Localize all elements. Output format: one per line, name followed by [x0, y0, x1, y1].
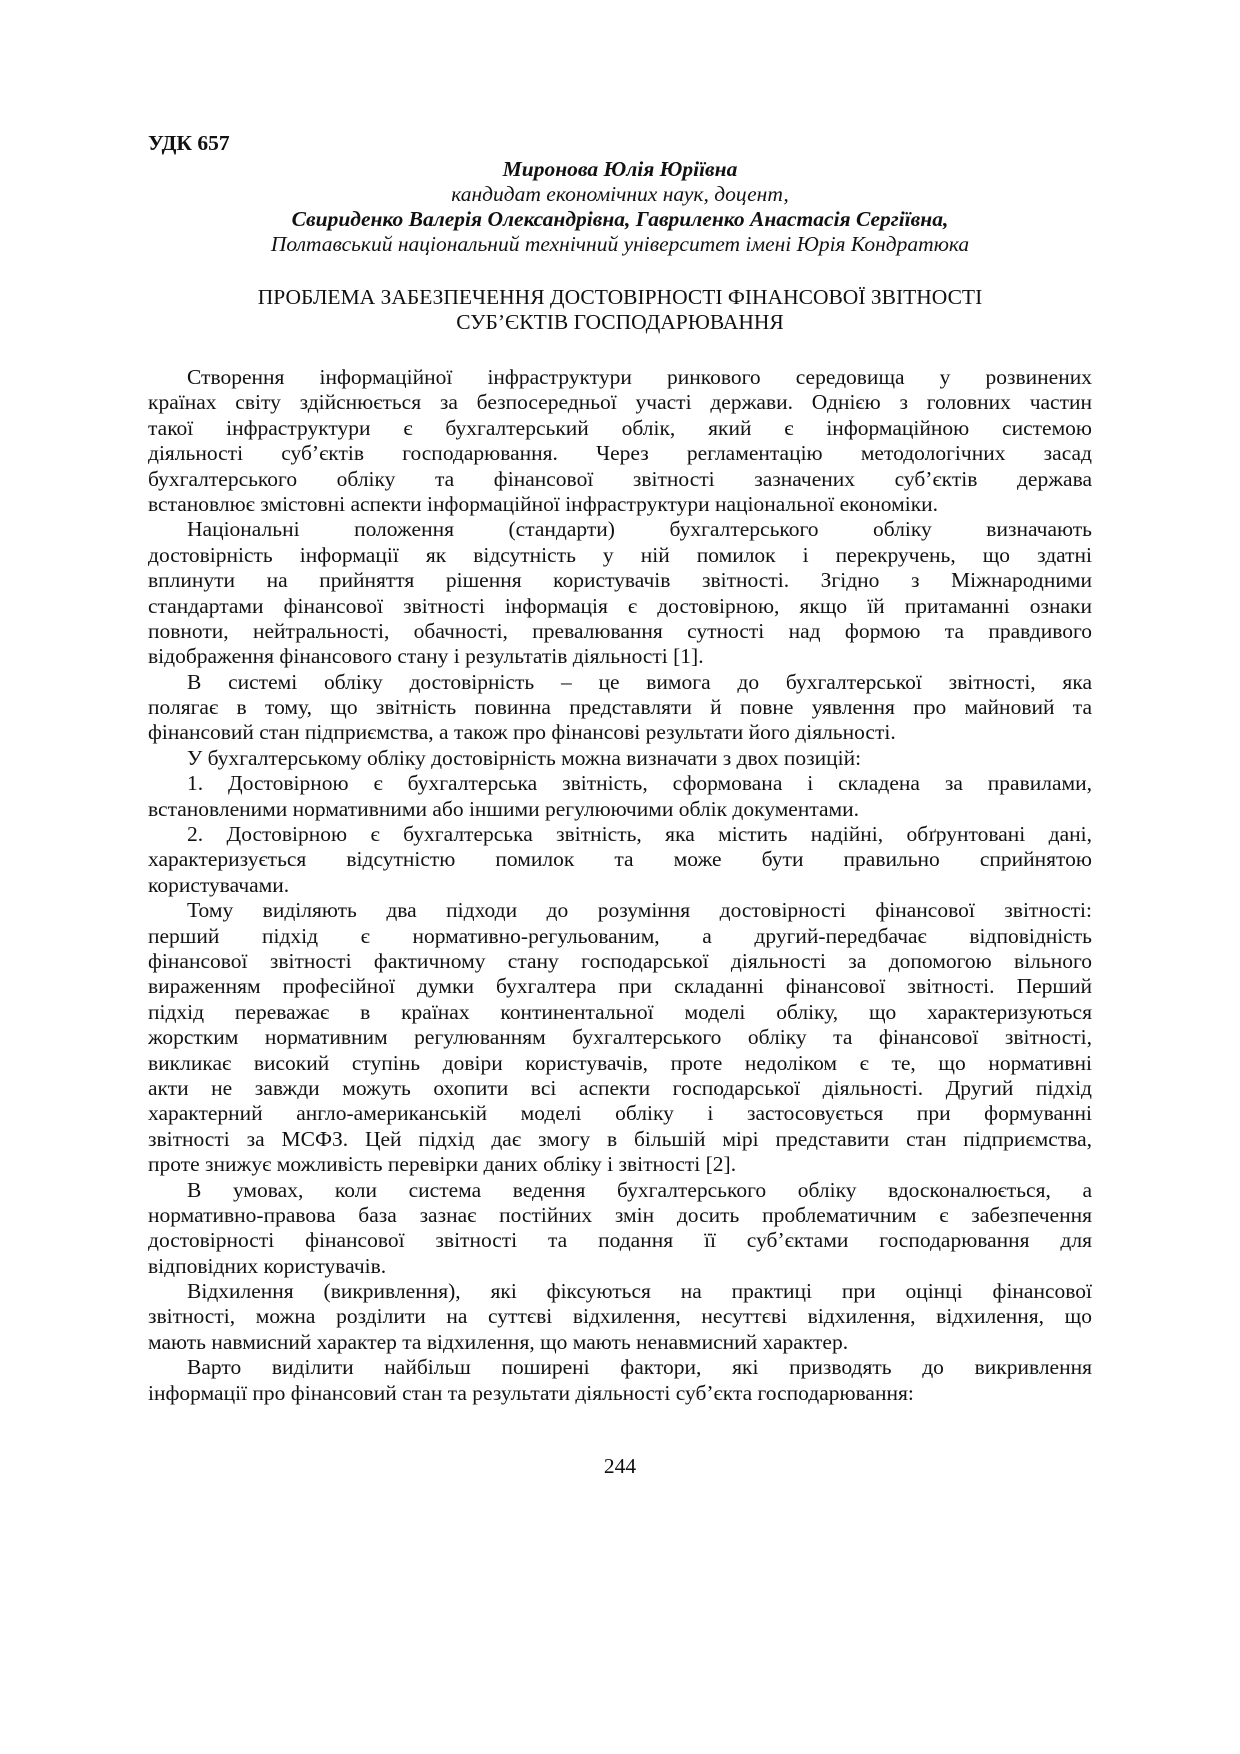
text-line: вплинути на прийняття рішення користувачів звітності. Згідно з Міжнародними	[148, 568, 1092, 593]
paragraph	[148, 1178, 1092, 1280]
text-line: характеризується відсутністю помилок та може бути правильно сприйнятою	[148, 847, 1092, 872]
paragraph	[148, 898, 1092, 1177]
co-authors: Свириденко Валерія Олександрівна, Гавриленко Анастасія Сергіївна,	[291, 207, 949, 231]
text-line: перший підхід є нормативно-регульованим, а другий-передбачає відповідність	[148, 923, 1092, 948]
document-page	[148, 130, 1092, 1406]
text-line: звітності за МСФЗ. Цей підхід дає змогу в більшій мірі представити стан підприємства,	[148, 1126, 1092, 1151]
title-line: СУБ’ЄКТІВ ГОСПОДАРЮВАННЯ	[456, 310, 784, 334]
text-line: фінансової звітності фактичному стану господарської діяльності за допомогою вільного	[148, 948, 1092, 973]
text-line: відповідних користувачів.	[148, 1253, 387, 1278]
text-line: достовірність інформації як відсутність у ній помилок і перекручень, що здатні	[148, 542, 1092, 567]
author-degree: кандидат економічних наук, доцент,	[451, 182, 789, 206]
text-line: Тому виділяють два підходи до розуміння достовірності фінансової звітності:	[187, 898, 1092, 923]
paragraph	[148, 365, 1092, 517]
text-line: звітності, можна розділити на суттєві відхилення, несуттєві відхилення, відхилення, що	[148, 1304, 1092, 1329]
paragraph	[148, 771, 1092, 822]
text-line: мають навмисний характер та відхилення, що мають ненавмисний характер.	[148, 1329, 849, 1354]
text-line: Варто виділити найбільш поширені фактори, які призводять до викривлення	[187, 1355, 1092, 1380]
text-line: країнах світу здійснюється за безпосередньої участі держави. Однією з головних частин	[148, 390, 1092, 415]
author-name: Миронова Юлія Юріївна	[502, 157, 738, 181]
text-line: встановлює змістовні аспекти інформаційної інфраструктури національної економіки.	[148, 491, 939, 516]
paragraph	[148, 1355, 1092, 1406]
text-line: У бухгалтерському обліку достовірність можна визначати з двох позицій:	[187, 745, 862, 770]
text-line: 2. Достовірною є бухгалтерська звітність, яка містить надійні, обґрунтовані дані,	[187, 822, 1092, 847]
text-line: нормативно-правова база зазнає постійних змін досить проблематичним є забезпечення	[148, 1202, 1092, 1227]
text-line: бухгалтерського обліку та фінансової звітності зазначених суб’єктів держава	[148, 466, 1092, 491]
text-line: Створення інформаційної інфраструктури ринкового середовища у розвинених	[187, 365, 1092, 389]
text-line: 1. Достовірною є бухгалтерська звітність, сформована і складена за правилами,	[187, 771, 1092, 796]
article-body	[148, 365, 1092, 1406]
paragraph	[148, 1279, 1092, 1355]
text-line: характерний англо-американській моделі обліку і застосовується при формуванні	[148, 1101, 1092, 1126]
text-line: інформації про фінансовий стан та результати діяльності суб’єкта господарювання:	[148, 1380, 914, 1405]
text-line: викликає високий ступінь довіри користувачів, проте недоліком є те, що нормативні	[148, 1050, 1092, 1075]
paragraph	[148, 822, 1092, 898]
title-line: ПРОБЛЕМА ЗАБЕЗПЕЧЕННЯ ДОСТОВІРНОСТІ ФІНАНСОВОЇ ЗВІТНОСТІ	[257, 285, 983, 309]
text-line: Національні положення (стандарти) бухгалтерського обліку визначають	[187, 517, 1092, 542]
paragraph	[148, 746, 1092, 771]
text-line: жорстким нормативним регулюванням бухгалтерського обліку та фінансової звітності,	[148, 1025, 1092, 1050]
paragraph	[148, 670, 1092, 746]
text-line: встановленими нормативними або іншими регулюючими облік документами.	[148, 796, 860, 821]
text-line: В умовах, коли система ведення бухгалтерського обліку вдосконалюється, а	[187, 1177, 1092, 1202]
text-line: полягає в тому, що звітність повинна представляти й повне уявлення про майновий та	[148, 695, 1092, 720]
text-line: фінансовий стан підприємства, а також про фінансові результати його діяльності.	[148, 720, 896, 745]
udk-code: УДК 657	[148, 131, 230, 155]
text-line: Відхилення (викривлення), які фіксуються на практиці при оцінці фінансової	[187, 1279, 1092, 1304]
text-line: достовірності фінансової звітності та подання її суб’єктами господарювання для	[148, 1228, 1092, 1253]
page-number: 244	[603, 1454, 637, 1478]
text-line: В системі обліку достовірність – це вимога до бухгалтерської звітності, яка	[187, 669, 1092, 694]
text-line: відображення фінансового стану і результатів діяльності [1].	[148, 644, 704, 669]
text-line: користувачами.	[148, 872, 290, 897]
text-line: стандартами фінансової звітності інформація є достовірною, якщо їй притаманні ознаки	[148, 593, 1092, 618]
university: Полтавський національний технічний університет імені Юрія Кондратюка	[270, 232, 970, 256]
text-line: акти не завжди можуть охопити всі аспекти господарської діяльності. Другий підхід	[148, 1075, 1092, 1100]
text-line: повноти, нейтральності, обачності, превалювання сутності над формою та правдивого	[148, 618, 1092, 643]
text-line: вираженням професійної думки бухгалтера при складанні фінансової звітності. Перший	[148, 974, 1092, 999]
text-line: такої інфраструктури є бухгалтерський облік, який є інформаційною системою	[148, 415, 1092, 440]
text-line: підхід переважає в країнах континентальної моделі обліку, що характеризуються	[148, 999, 1092, 1024]
article-title	[148, 285, 1092, 335]
paragraph	[148, 517, 1092, 669]
text-line: діяльності суб’єктів господарювання. Через регламентацію методологічних засад	[148, 441, 1092, 466]
text-line: проте знижує можливість перевірки даних обліку і звітності [2].	[148, 1152, 737, 1177]
